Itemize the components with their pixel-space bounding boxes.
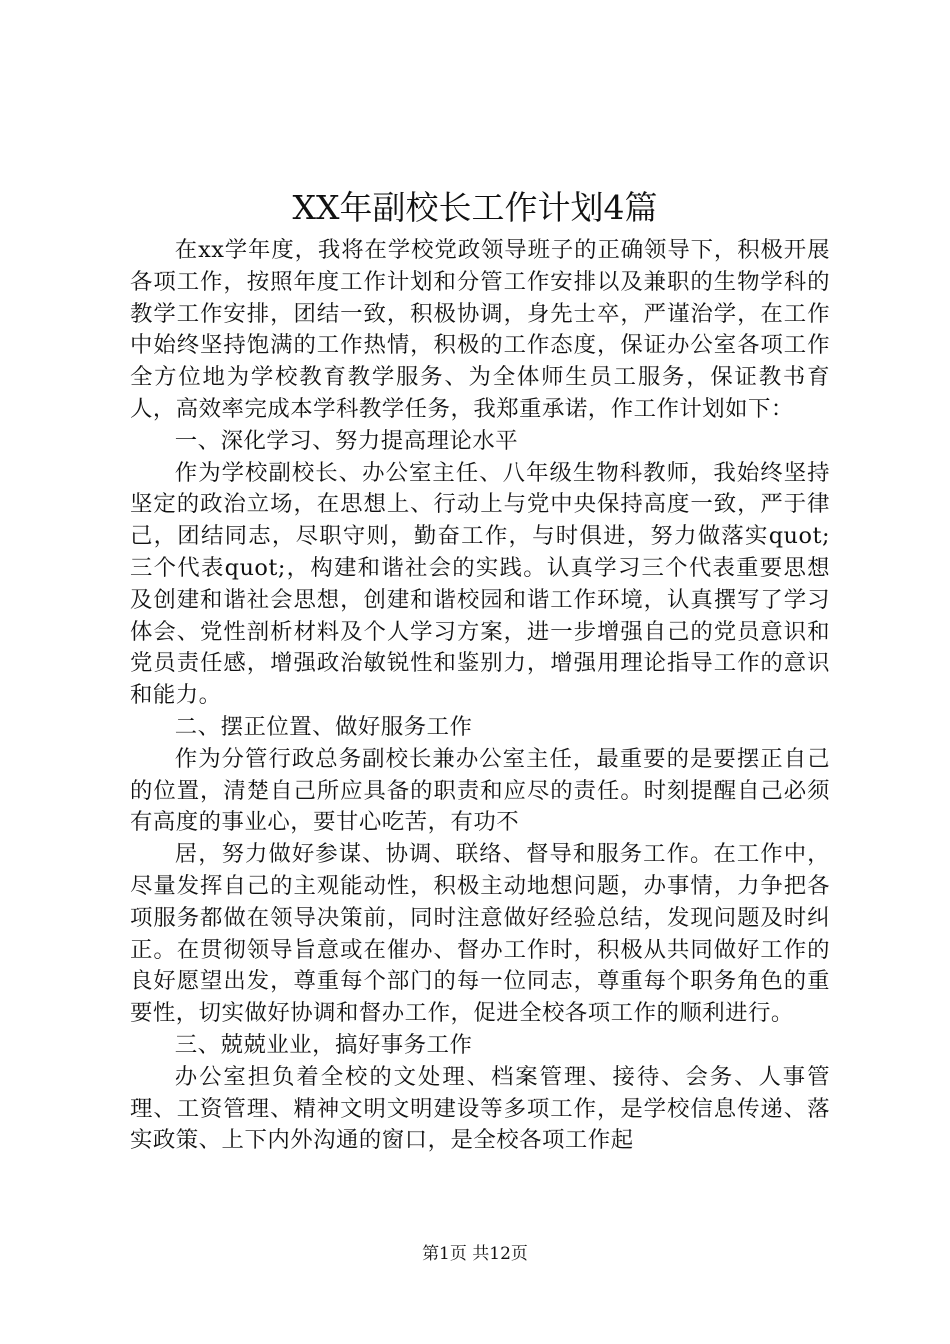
section-heading: 三、兢兢业业，搞好事务工作 <box>174 1031 473 1058</box>
section-heading: 一、深化学习、努力提高理论水平 <box>174 427 519 454</box>
paragraph: 居，努力做好参谋、协调、联络、督导和服务工作。在工作中，尽量发挥自己的主观能动性，积极主动地想问题，办事情，力争把各项服务都做在领导决策前，同时注意做好经验总结，发现问题及时纠正。在贯彻领导旨意或在催办、督办工作时，积极从共同做好工作的良好愿望出发，尊重每个部门的每一位同志，尊重每个职务角色的重要性，切实做好协调和督办工作，促进全校各项工作的顺利进行。 <box>130 841 830 1027</box>
document-title: XX年副校长工作计划4篇 <box>292 188 658 227</box>
paragraph: 作为学校副校长、办公室主任、八年级生物科教师，我始终坚持坚定的政治立场，在思想上、行动上与党中央保持高度一致，严于律己，团结同志，尽职守则，勤奋工作，与时俱进，努力做落实quot;三个代表quot;，构建和谐社会的实践。认真学习三个代表重要思想及创建和谐社会思想，创建和谐校园和谐工作环境，认真撰写了学习体会、党性剖析材料及个人学习方案，进一步增强自己的党员意识和党员责任感，增强政治敏锐性和鉴别力，增强用理论指导工作的意识和能力。 <box>130 459 830 709</box>
page-footer: 第1页 共12页 <box>422 1244 528 1264</box>
paragraph: 在xx学年度，我将在学校党政领导班子的正确领导下，积极开展各项工作，按照年度工作计划和分管工作安排以及兼职的生物学科的教学工作安排，团结一致，积极协调，身先士卒，严谨治学，在工作中始终坚持饱满的工作热情，积极的工作态度，保证办公室各项工作全方位地为学校教育教学服务、为全体师生员工服务，保证教书育人，高效率完成本学科教学任务，我郑重承诺，作工作计划如下： <box>130 237 830 422</box>
paragraph: 作为分管行政总务副校长兼办公室主任，最重要的是要摆正自己的位置，清楚自己所应具备的职责和应尽的责任。时刻提醒自己必须有高度的事业心，要甘心吃苦，有功不 <box>130 745 830 836</box>
document-body <box>130 235 830 1157</box>
paragraph: 办公室担负着全校的文处理、档案管理、接待、会务、人事管理、工资管理、精神文明文明建设等多项工作，是学校信息传递、落实政策、上下内外沟通的窗口，是全校各项工作起 <box>130 1063 830 1154</box>
section-heading: 二、摆正位置、做好服务工作 <box>174 713 473 740</box>
